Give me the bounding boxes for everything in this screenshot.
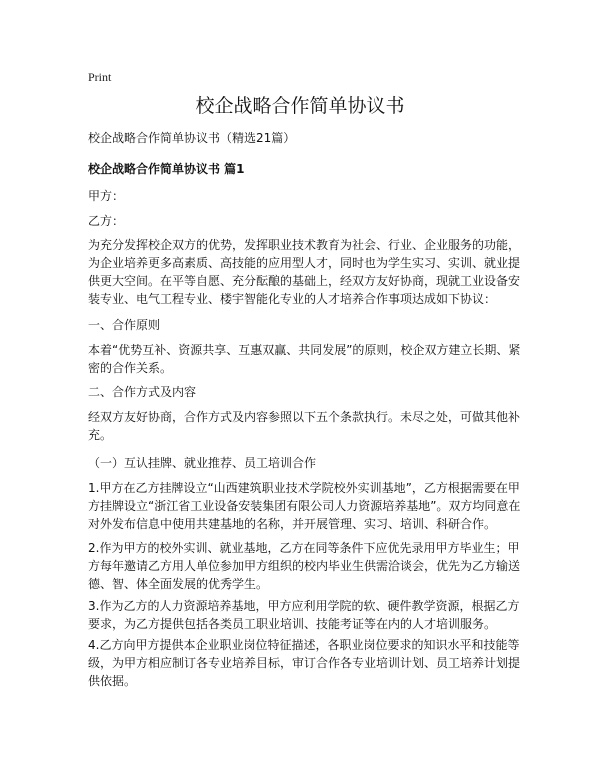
intro-line: 装专业、电气工程专业、楼宇智能化专业的人才培养合作事项达成如下协议： (88, 292, 497, 306)
intro-line: 为充分发挥校企双方的优势，发挥职业技术教育为社会、行业、企业服务的功能， (88, 238, 521, 252)
methods-intro-line: 经双方友好协商，合作方式及内容参照以下五个条款执行。未尽之处，可做其他补 (88, 410, 521, 424)
item-2-line: 德、智、体全面发展的优秀学生。 (88, 577, 269, 591)
print-link[interactable]: Print (88, 70, 112, 84)
document-title: 校企战略合作简单协议书 (195, 95, 405, 117)
item-3-line: 要求，为乙方提供包括各类员工职业培训、技能考证等在内的人才培训服务。 (88, 617, 497, 631)
heading-principles: 一、合作原则 (88, 318, 161, 332)
item-2-paragraph (88, 539, 520, 593)
item-4-line: 级，为甲方相应制订各专业培养目标，审订合作各专业培训计划、员工培养计划提 (88, 656, 521, 670)
principles-line: 密的合作关系。 (88, 361, 173, 375)
item-4-line: 4.乙方向甲方提供本企业职业岗位特征描述，各职业岗位要求的知识水平和技能等 (88, 638, 520, 652)
principles-paragraph (88, 341, 520, 377)
party-b-label: 乙方： (88, 214, 125, 228)
methods-intro-paragraph (88, 408, 520, 444)
item-1-line: 方挂牌设立“浙江省工业设备安装集团有限公司人力资源培养基地”。双方均同意在 (88, 499, 521, 513)
principles-line: 本着“优势互补、资源共享、互惠双赢、共同发展”的原则，校企双方建立长期、紧 (88, 343, 521, 357)
item-4-paragraph (88, 636, 520, 690)
party-a-label: 甲方： (88, 189, 125, 203)
item-3-paragraph (88, 597, 520, 633)
methods-intro-line: 充。 (88, 428, 113, 442)
item-2-line: 方每年邀请乙方用人单位参加甲方组织的校内毕业生供需洽谈会，优先为乙方输送 (88, 559, 521, 573)
item-4-line: 供依据。 (88, 674, 137, 688)
item-1-line: 1.甲方在乙方挂牌设立“山西建筑职业技术学院校外实训基地”，乙方根据需要在甲 (88, 481, 520, 495)
intro-paragraph (88, 236, 520, 308)
intro-line: 为企业培养更多高素质、高技能的应用型人才，同时也为学生实习、实训、就业提 (88, 256, 521, 270)
item-2-line: 2.作为甲方的校外实训、就业基地，乙方在同等条件下应优先录用甲方毕业生；甲 (88, 541, 520, 555)
item-1-paragraph (88, 479, 520, 533)
document-subtitle: 校企战略合作简单协议书（精选21篇） (88, 131, 296, 145)
section-heading: 校企战略合作简单协议书 篇1 (88, 162, 245, 176)
item-1-line: 对外发布信息中使用共建基地的名称，并开展管理、实习、培训、科研合作。 (88, 517, 497, 531)
heading-methods: 二、合作方式及内容 (88, 385, 197, 399)
intro-line: 供更大空间。在平等自愿、充分酝酿的基础上，经双方友好协商，现就工业设备安 (88, 274, 521, 288)
subheading-cooperation: （一）互认挂牌、就业推荐、员工培训合作 (88, 456, 317, 470)
item-3-line: 3.作为乙方的人力资源培养基地，甲方应利用学院的软、硬件教学资源，根据乙方 (88, 599, 520, 613)
